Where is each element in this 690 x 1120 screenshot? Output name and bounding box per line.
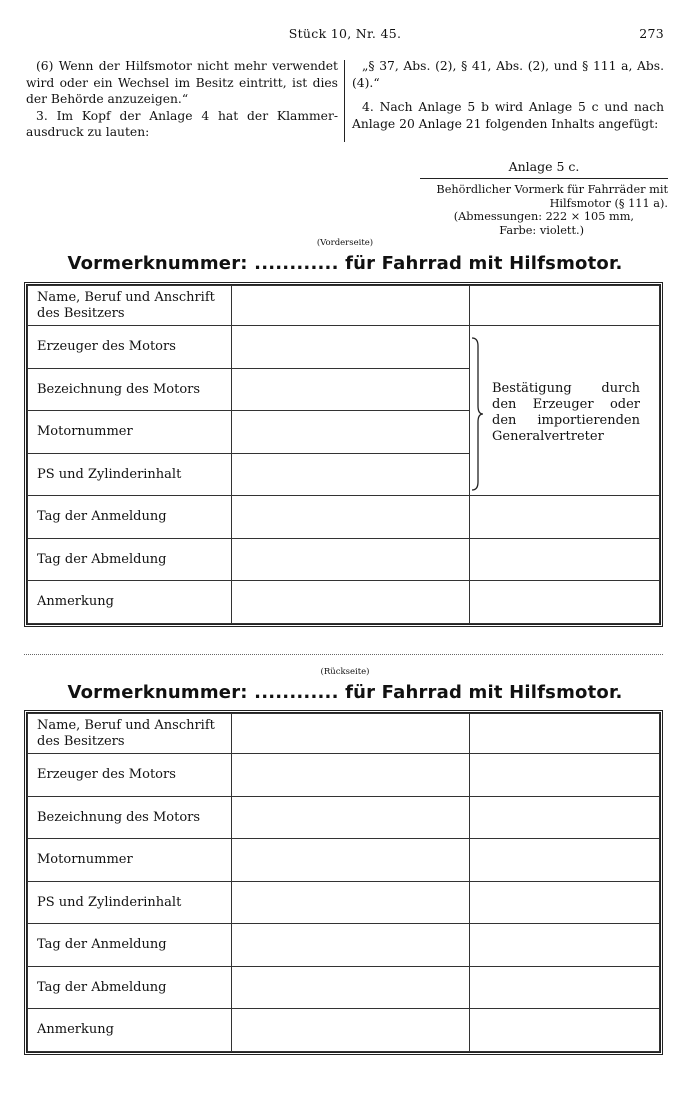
extra-cell: [470, 924, 660, 967]
value-cell: [232, 796, 470, 839]
value-cell: [232, 368, 470, 411]
left-column: [26, 58, 338, 141]
table-row: [28, 714, 660, 754]
row-label: Tag der Abmeldung: [28, 538, 232, 581]
row-label: Tag der Abmeldung: [28, 966, 232, 1009]
table-row: [28, 538, 660, 581]
value-cell: [232, 326, 470, 369]
anlage-color: Farbe: violett.): [499, 223, 584, 237]
value-cell: [232, 286, 470, 326]
front-side-label: (Vorderseite): [316, 238, 374, 248]
table-row: [28, 326, 660, 369]
table-row: [28, 581, 660, 624]
confirm-cell: [470, 538, 660, 581]
extra-cell: [470, 1009, 660, 1052]
anlage-block: [420, 160, 668, 237]
row-label: Name, Beruf und Anschrift des Besitzers: [28, 286, 232, 326]
anlage-dimensions: (Abmessungen: 222 × 105 mm,: [453, 210, 634, 223]
value-cell: [232, 714, 470, 754]
front-form: [24, 282, 663, 627]
extra-cell: [470, 714, 660, 754]
anlage-title: Anlage 5 c.: [508, 159, 580, 174]
table-row: [28, 286, 660, 326]
value-cell: [232, 496, 470, 539]
row-label: PS und Zylinderinhalt: [28, 453, 232, 496]
row-label: Erzeuger des Motors: [28, 754, 232, 797]
page-number: 273: [639, 26, 664, 41]
front-form-table: [27, 285, 660, 624]
header-title: Stück 10, Nr. 45.: [288, 26, 402, 41]
value-cell: [232, 453, 470, 496]
left-paragraph-2: 3. Im Kopf der Anlage 4 hat der Klammerausdruck zu lauten:: [26, 108, 338, 139]
anlage-rule: [420, 178, 668, 179]
value-cell: [232, 1009, 470, 1052]
right-paragraph-1: „§ 37, Abs. (2), § 41, Abs. (2), und § 111 a, Abs. (4).“: [352, 59, 664, 90]
anlage-description: Behördlicher Vormerk für Fahrräder mit Hilfsmotor (§ 111 a).: [436, 183, 668, 210]
left-paragraph-1: (6) Wenn der Hilfsmotor nicht mehr verwendet wird oder ein Wechsel im Besitz eintritt, ist dies der Behörde anzuzeigen.“: [26, 59, 338, 106]
row-label: Bezeichnung des Motors: [28, 368, 232, 411]
value-cell: [232, 839, 470, 882]
row-label: Anmerkung: [28, 1009, 232, 1052]
table-row: [28, 839, 660, 882]
cut-line: [24, 654, 663, 655]
extra-cell: [470, 966, 660, 1009]
table-row: [28, 754, 660, 797]
row-label: Anmerkung: [28, 581, 232, 624]
back-form: [24, 710, 663, 1055]
confirm-cell: [470, 286, 660, 326]
back-side-label: (Rückseite): [320, 667, 370, 677]
row-label: Name, Beruf und Anschrift des Besitzers: [28, 714, 232, 754]
value-cell: [232, 411, 470, 454]
column-divider: [344, 60, 345, 142]
table-row: [28, 966, 660, 1009]
curly-brace-icon: [470, 336, 484, 492]
table-row: [28, 496, 660, 539]
table-row: [28, 1009, 660, 1052]
confirmation-text: Bestätigung durch den Erzeuger oder den importierenden Generalvertreter: [492, 381, 640, 444]
back-form-title: Vormerknummer: ............ für Fahrrad mit Hilfsmotor.: [67, 682, 623, 703]
page-header: [0, 26, 690, 44]
extra-cell: [470, 796, 660, 839]
value-cell: [232, 538, 470, 581]
table-row: [28, 796, 660, 839]
back-form-table: [27, 713, 660, 1052]
row-label: Bezeichnung des Motors: [28, 796, 232, 839]
confirm-cell: [470, 496, 660, 539]
row-label: PS und Zylinderinhalt: [28, 881, 232, 924]
row-label: Erzeuger des Motors: [28, 326, 232, 369]
value-cell: [232, 966, 470, 1009]
value-cell: [232, 924, 470, 967]
extra-cell: [470, 839, 660, 882]
right-column: [352, 58, 664, 132]
right-paragraph-2: 4. Nach Anlage 5 b wird Anlage 5 c und nach Anlage 20 Anlage 21 folgenden Inhalts angefügt:: [352, 100, 664, 131]
value-cell: [232, 581, 470, 624]
row-label: Motornummer: [28, 411, 232, 454]
table-row: [28, 924, 660, 967]
row-label: Tag der Anmeldung: [28, 496, 232, 539]
front-form-title: Vormerknummer: ............ für Fahrrad mit Hilfsmotor.: [67, 253, 623, 274]
value-cell: [232, 881, 470, 924]
extra-cell: [470, 881, 660, 924]
value-cell: [232, 754, 470, 797]
extra-cell: [470, 754, 660, 797]
row-label: Motornummer: [28, 839, 232, 882]
table-row: [28, 881, 660, 924]
row-label: Tag der Anmeldung: [28, 924, 232, 967]
confirm-cell: [470, 581, 660, 624]
